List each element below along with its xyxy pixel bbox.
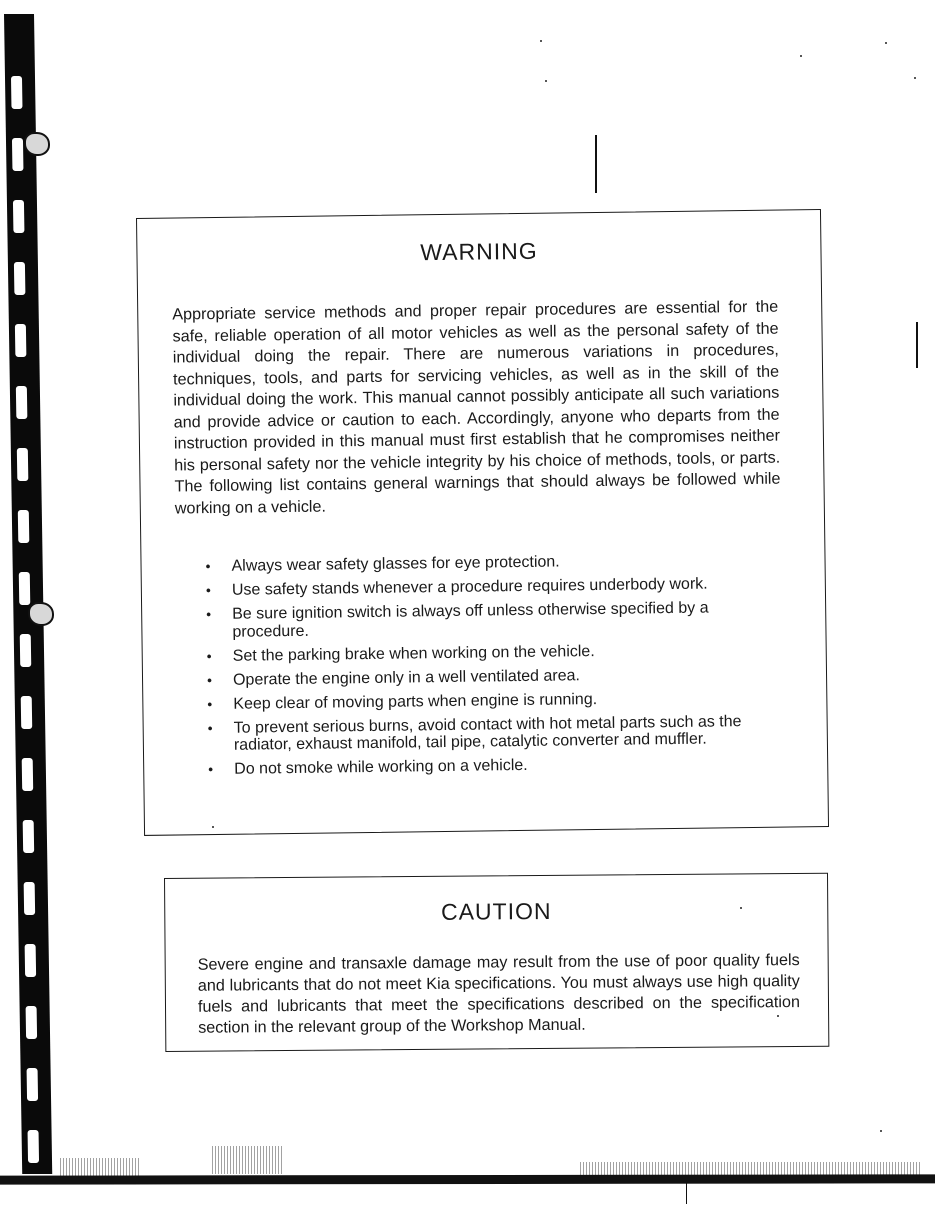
punch-hole [27,1068,39,1101]
warning-item-text: Keep clear of moving parts when engine is running. [233,690,598,713]
punch-hole [18,510,30,543]
punch-hole [15,324,27,357]
punch-hole [17,448,29,481]
warning-list-item [204,599,764,641]
scan-speck [885,42,887,44]
scan-bottom-edge [0,1174,935,1184]
warning-item-text: Always wear safety glasses for eye protection. [231,553,560,575]
warning-paragraph: Appropriate service methods and proper repair procedures are essential for the safe, reliable operation of all motor vehicles as well as the personal safety of the individual doing the repair. There are numerous variations in procedures, techniques, tools, and parts for servicing vehicles, as well as in the skill of the individual doing the work. This manual cannot possibly anticipate all such variations and provide advice or caution to each. Accordingly, anyone who departs from the instruction provided in this manual must first establish that he compromises neither his personal safety nor the vehicle integrity by his choice of methods, tools, or parts. The following list contains general warnings that should always be followed while working on a vehicle. [172,297,781,518]
warning-box [136,209,829,836]
caution-title: CAUTION [440,897,552,925]
scan-speck [914,77,916,79]
warning-list-item [203,551,763,576]
punch-hole [20,634,32,667]
punch-hole [14,262,26,295]
warning-item-text: To prevent serious burns, avoid contact with hot metal parts such as the radiator, exhaust manifold, tail pipe, catalytic converter and muffler. [233,712,742,754]
warning-list-item [205,640,765,665]
scan-speck [545,80,547,82]
bullet-icon: • [205,558,211,575]
punch-hole [22,758,34,791]
punch-hole [24,882,36,915]
binding-tear-mark [24,132,50,156]
warning-list-item [205,664,765,689]
binding-strip [4,14,52,1174]
bullet-icon: • [206,671,213,688]
punch-hole [16,386,28,419]
scan-mark [916,322,918,368]
bullet-icon: • [206,606,212,623]
punch-hole [26,1006,38,1039]
warning-list [203,551,766,785]
punch-hole [13,200,25,233]
punch-hole [28,1130,40,1163]
warning-list-item [204,575,764,600]
warning-list-item [206,754,766,779]
warning-item-text: Use safety stands whenever a procedure requires underbody work. [231,575,708,599]
scan-speck [800,55,802,57]
punch-hole [21,696,33,729]
binding-tear-mark [28,602,54,626]
caution-paragraph: Severe engine and transaxle damage may result from the use of poor quality fuels and lubricants that do not meet Kia specifications. You must always use high quality fuels and lubricants that meet the specifications described on the specification section in the relevant group of the Workshop Manual. [197,951,801,1037]
bullet-icon: • [206,647,212,664]
scan-speck [880,1130,882,1132]
warning-list-item [205,688,765,713]
punch-hole [23,820,35,853]
scan-speck [540,40,542,42]
warning-list-item [206,712,766,754]
bullet-icon: • [207,719,213,736]
warning-item-text: Set the parking brake when working on the vehicle. [232,642,595,665]
bullet-icon: • [208,761,214,778]
bullet-icon: • [207,695,213,712]
caution-box [164,873,829,1052]
scan-noise [60,1158,140,1176]
punch-hole [25,944,37,977]
warning-item-text: Operate the engine only in a well ventilated area. [232,666,581,689]
scan-noise [212,1146,282,1174]
punch-hole [11,76,23,109]
punch-hole [12,138,24,171]
warning-title: WARNING [420,237,538,266]
scan-mark [595,135,597,193]
bullet-icon: • [205,582,211,599]
punch-hole [19,572,31,605]
warning-item-text: Do not smoke while working on a vehicle. [234,756,528,778]
warning-item-text: Be sure ignition switch is always off unless otherwise specified by a procedure. [232,599,709,641]
